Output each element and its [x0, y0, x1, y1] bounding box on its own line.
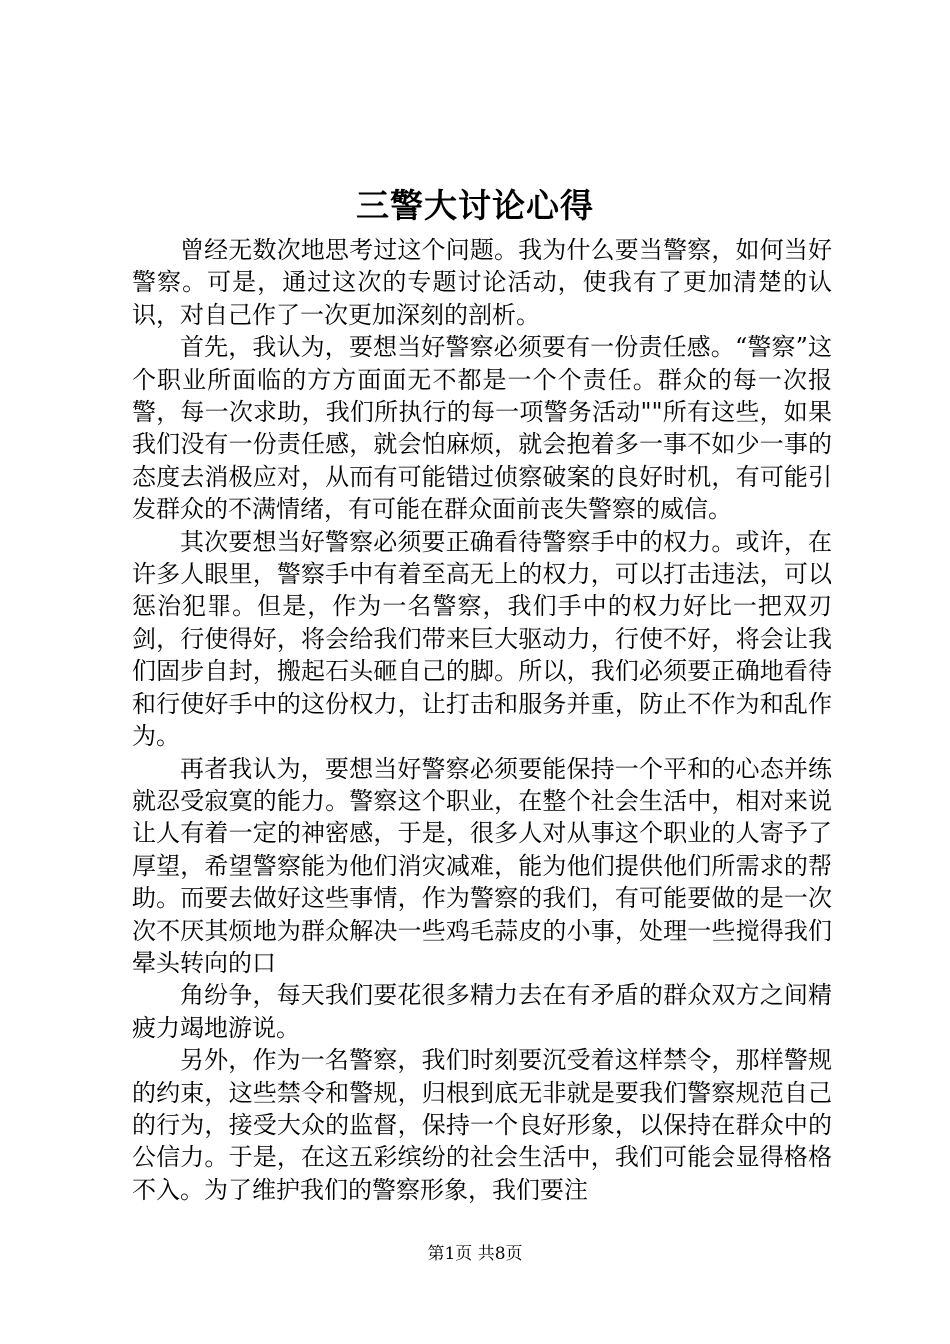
- paragraph-4: 再者我认为，要想当好警察必须要能保持一个平和的心态并练就忍受寂寞的能力。警察这个职业，在整个社会生活中，相对来说让人有着一定的神密感，于是，很多人对从事这个职业的人寄予了厚望，希望警察能为他们消灾减难，能为他们提供他们所需求的帮助。而要去做好这些事情，作为警察的我们，有可能要做的是一次次不厌其烦地为群众解决一些鸡毛蒜皮的小事，处理一些搅得我们晕头转向的口: [132, 754, 832, 977]
- paragraph-5: 角纷争，每天我们要花很多精力去在有矛盾的群众双方之间精疲力竭地游说。: [132, 981, 832, 1042]
- page-number-footer: 第1页 共8页: [427, 1244, 523, 1264]
- document-title: 三警大讨论心得: [356, 186, 594, 225]
- document-body: [132, 234, 832, 1206]
- paragraph-3: 其次要想当好警察必须要正确看待警察手中的权力。或许，在许多人眼里，警察手中有着至高无上的权力，可以打击违法，可以惩治犯罪。但是，作为一名警察，我们手中的权力好比一把双刃剑，行使得好，将会给我们带来巨大驱动力，行使不好，将会让我们固步自封，搬起石头砸自己的脚。所以，我们必须要正确地看待和行使好手中的这份权力，让打击和服务并重，防止不作为和乱作为。: [132, 527, 832, 751]
- paragraph-6: 另外，作为一名警察，我们时刻要沉受着这样禁令，那样警规的约束，这些禁令和警规，归根到底无非就是要我们警察规范自己的行为，接受大众的监督，保持一个良好形象，以保持在群众中的公信力。于是，在这五彩缤纷的社会生活中，我们可能会显得格格不入。为了维护我们的警察形象，我们要注: [132, 1046, 832, 1204]
- paragraph-1: 曾经无数次地思考过这个问题。我为什么要当警察，如何当好警察。可是，通过这次的专题讨论活动，使我有了更加清楚的认识，对自己作了一次更加深刻的剖析。: [132, 236, 832, 329]
- paragraph-2: 首先，我认为，要想当好警察必须要有一份责任感。“警察”这个职业所面临的方方面面无不都是一个个责任。群众的每一次报警，每一次求助，我们所执行的每一项警务活动""所有这些，如果我们没有一份责任感，就会怕麻烦，就会抱着多一事不如少一事的态度去消极应对，从而有可能错过侦察破案的良好时机，有可能引发群众的不满情绪，有可能在群众面前丧失警察的威信。: [132, 333, 832, 524]
